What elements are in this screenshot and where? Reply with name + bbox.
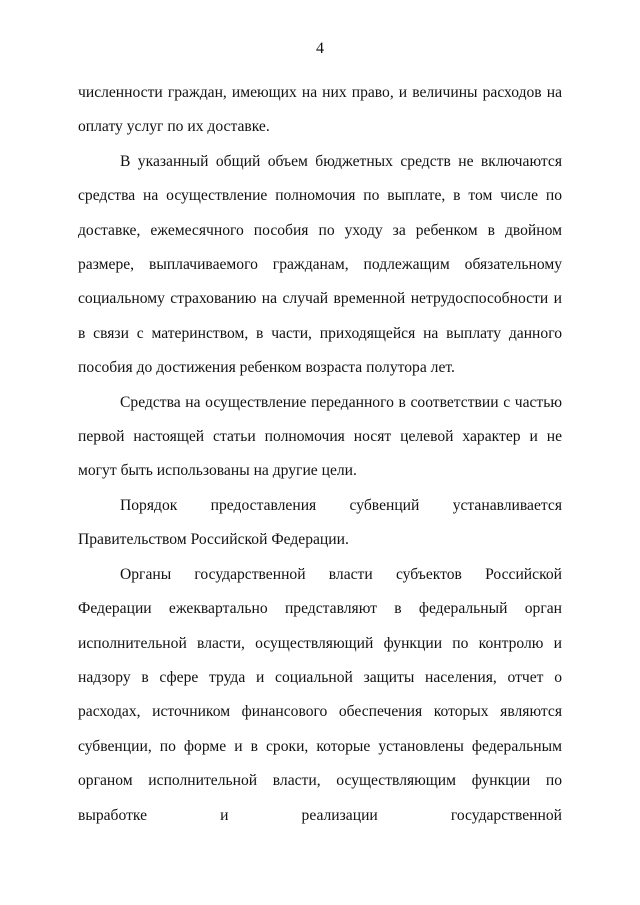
paragraph-quarterly-report: Органы государственной власти субъектов Российской Федерации ежеквартально представляют в федеральный орган исполнительной власти, осуществляющий функции по контролю и надзору в сфере труда и социальной защиты населения, отчет о расходах, источником финансового обеспечения которых являются субвенции, по форме и в сроки, которые установлены федеральным органом исполнительной власти, осуществляющим функции по выработке и реализации государственной (78, 565, 562, 824)
paragraph-targeted-funds: Средства на осуществление переданного в соответствии с частью первой настоящей статьи полномочия носят целевой характер и не могут быть использованы на другие цели. (78, 393, 562, 480)
paragraph-continuation: численности граждан, имеющих на них право, и величины расходов на оплату услуг по их доставке. (78, 84, 562, 136)
page-number: 4 (316, 40, 324, 57)
paragraph-budget-exclusion: В указанный общий объем бюджетных средств не включаются средства на осуществление полномочия по выплате, в том числе по доставке, ежемесячного пособия по уходу за ребенком в двойном размере, выплачиваемого гражданам, подлежащим обязательному социальному страхованию на случай временной нетрудоспособности и в связи с материнством, в части, приходящейся на выплату данного пособия до достижения ребенком возраста полутора лет. (78, 152, 562, 377)
paragraph-subvention-procedure: Порядок предоставления субвенций устанавливается Правительством Российской Федерации. (78, 496, 562, 549)
document-body (78, 76, 562, 833)
